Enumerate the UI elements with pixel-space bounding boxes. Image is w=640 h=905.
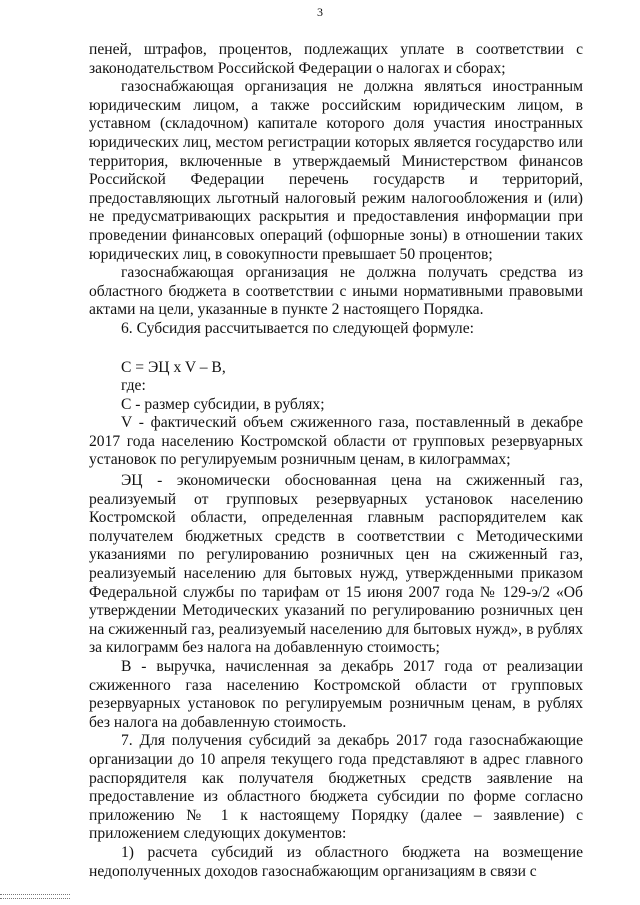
definition-b: В - выручка, начисленная за декабрь 2017 года от реализации сжиженного газа населению Костромской области от групповых резервуарных установок по регулируемым розничным ценам, в рублях без налога на добавленную стоимость. — [89, 658, 583, 731]
section-7-paragraph: 7. Для получения субсидий за декабрь 2017 года газоснабжающие организации до 10 апреля текущего года представляют в адрес главного распорядителя как получателя бюджетных средств заявление на предоставление из областного бюджета субсидии по форме согласно приложению № 1 к настоящему Порядку (далее – заявление) с приложением следующих документов: — [89, 732, 583, 843]
definition-c: С - размер субсидии, в рублях; — [121, 395, 325, 413]
footer-dotted-mark — [0, 894, 70, 899]
paragraph-foreign-entity-condition: газоснабжающая организация не должна являться иностранным юридическим лицом, а также российским юридическим лицом, в уставном (складочном) капитале которого доля участия иностранных юридических лиц, местом регистрации которых является государство или территория, включенные в утверждаемый Министерством финансов Российской Федерации перечень государств и территорий, предоставляющих льготный налоговый режим налогообложения и (или) не предусматривающих раскрытия и предоставления информации при проведении финансовых операций (офшорные зоны) в отношении таких юридических лиц, в совокупности превышает 50 процентов; — [89, 78, 583, 263]
paragraph-penalties: пеней, штрафов, процентов, подлежащих уплате в соответствии с законодательством Российской Федерации о налогах и сборах; — [89, 41, 583, 77]
subsidy-formula: С = ЭЦ x V – В, — [121, 358, 226, 376]
definition-ec: ЭЦ - экономически обоснованная цена на сжиженный газ, реализуемый от групповых резервуарных установок населению Костромской области, определенная главным распорядителем как получателем бюджетных средств в соответствии с Методическими указаниями по регулированию розничных цен на сжиженный газ, реализуемый населению для бытовых нужд, утвержденными приказом Федеральной службы по тарифам от 15 июня 2007 года № 129-э/2 «Об утверждении Методических указаний по регулированию розничных цен на сжиженный газ, реализуемый населению для бытовых нужд», в рублях за килограмм без налога на добавленную стоимость; — [89, 472, 583, 657]
page-number: 3 — [317, 5, 323, 19]
definition-v: V - фактический объем сжиженного газа, поставленный в декабре 2017 года населению Костромской области от групповых резервуарных установок по регулируемым розничным ценам, в килограммах; — [89, 414, 583, 469]
paragraph-no-other-funding-condition: газоснабжающая организация не должна получать средства из областного бюджета в соответствии с иными нормативными правовыми актами на цели, указанные в пункте 2 настоящего Порядка. — [89, 264, 583, 319]
formula-where-label: где: — [121, 377, 146, 395]
document-body — [89, 41, 583, 881]
section-6-heading: 6. Субсидия рассчитывается по следующей формуле: — [121, 319, 474, 337]
list-item-1: 1) расчета субсидий из областного бюджета на возмещение недополученных доходов газоснабжающим организациям в связи с — [89, 843, 583, 880]
